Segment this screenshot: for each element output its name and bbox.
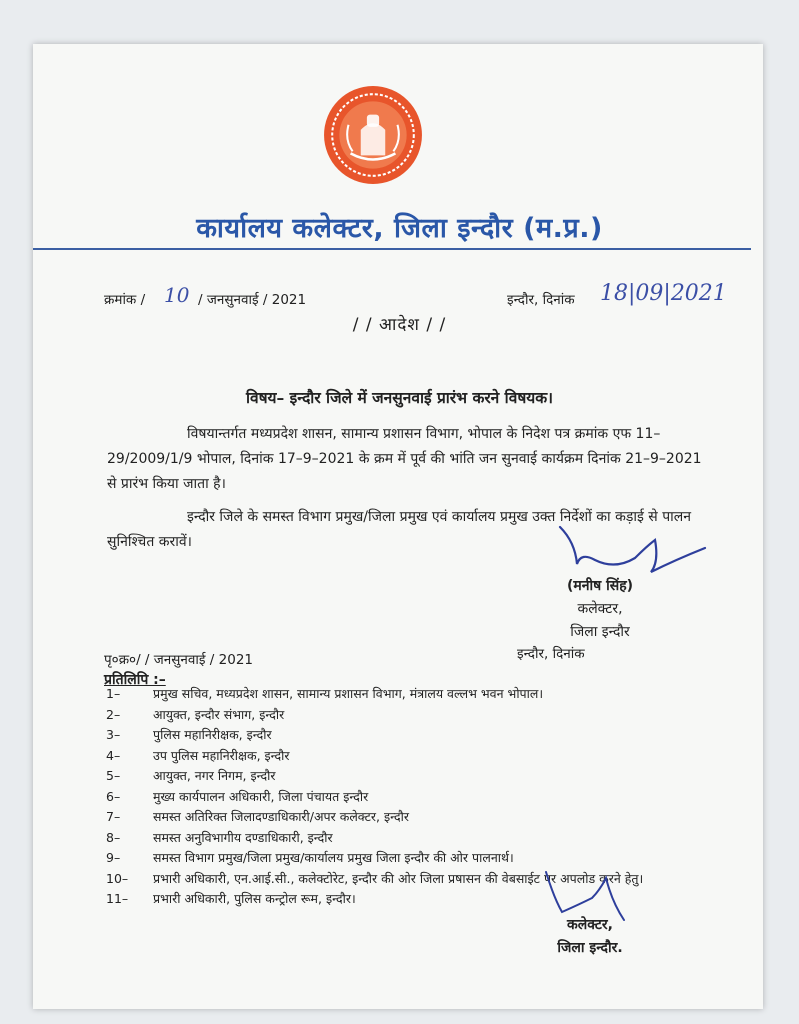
list-item: [106, 746, 716, 767]
order-heading: / / आदेश / /: [352, 315, 447, 335]
list-item: [106, 766, 716, 787]
list-item: [106, 828, 716, 849]
copy-heading: प्रतिलिपि :–: [104, 672, 166, 688]
list-item: [106, 848, 716, 869]
body-paragraph-1: विषयान्तर्गत मध्यप्रदेश शासन, सामान्य प्रशासन विभाग, भोपाल के निदेश पत्र क्रमांक एफ 11–29/2009/1/9 भोपाल, दिनांक 17–9–2021 के क्रम में पूर्व की भांति जन सुनवाई कार्यक्रम दिनांक 21–9–2021 से प्रारंभ किया जाता है।: [107, 426, 702, 492]
list-item-text: उप पुलिस महानिरीक्षक, इन्दौर: [153, 747, 290, 763]
list-item-number: 2–: [106, 706, 121, 722]
signatory-name: (मनीष सिंह): [566, 578, 634, 594]
office-title: कार्यालय कलेक्टर, जिला इन्दौर (म.प्र.): [196, 213, 603, 244]
list-item-text: प्रभारी अधिकारी, पुलिस कन्ट्रोल रूम, इन्दौर।: [153, 891, 356, 906]
list-item-text: आयुक्त, नगर निगम, इन्दौर: [153, 768, 276, 783]
list-item-text: आयुक्त, इन्दौर संभाग, इन्दौर: [153, 706, 285, 722]
list-item-text: प्रमुख सचिव, मध्यप्रदेश शासन, सामान्य प्रशासन विभाग, मंत्रालय वल्लभ भवन भोपाल।: [153, 686, 544, 701]
subject-line: विषय– इन्दौर जिले में जनसुनवाई प्रारंभ करने विषयक।: [245, 389, 554, 407]
list-item-number: 8–: [106, 829, 121, 845]
closing-designation: कलेक्टर,: [567, 917, 613, 933]
title-divider: [33, 248, 751, 250]
list-item-number: 1–: [106, 686, 121, 701]
list-item: [106, 705, 716, 726]
list-item: [106, 787, 716, 808]
list-item-text: समस्त अतिरिक्त जिलादण्डाधिकारी/अपर कलेक्टर, इन्दौर: [153, 809, 409, 824]
signatory-designation: कलेक्टर,: [577, 601, 623, 617]
body-paragraph-2: इन्दौर जिले के समस्त विभाग प्रमुख/जिला प्रमुख एवं कार्यालय प्रमुख उक्त निर्देशों का कड़ाई से पालन सुनिश्चित करावें।: [107, 509, 692, 550]
closing-district: जिला इन्दौर.: [557, 940, 623, 956]
list-item: [106, 807, 716, 828]
reference-prefix: क्रमांक /: [104, 292, 146, 308]
endorsement-date: इन्दौर, दिनांक: [517, 646, 585, 662]
list-item-number: 4–: [106, 747, 121, 763]
closing-sign-block: [530, 914, 650, 960]
list-item-text: पुलिस महानिरीक्षक, इन्दौर: [153, 727, 272, 742]
list-item-number: 11–: [106, 891, 129, 906]
handwritten-signature: [555, 522, 715, 582]
list-item-number: 7–: [106, 809, 121, 824]
reference-suffix: / जनसुनवाई / 2021: [198, 292, 307, 308]
list-item-number: 6–: [106, 788, 121, 804]
list-item-text: समस्त अनुविभागीय दण्डाधिकारी, इन्दौर: [153, 829, 333, 845]
date-handwritten: 18|09|2021: [600, 281, 727, 306]
list-item: [106, 684, 716, 705]
list-item-text: प्रभारी अधिकारी, एन.आई.सी., कलेक्टोरेट, इन्दौर की ओर जिला प्रषासन की वेबसाईट पर अपलोड करने हेतु।: [153, 870, 644, 886]
list-item-number: 10–: [106, 870, 129, 886]
list-item-text: मुख्य कार्यपालन अधिकारी, जिला पंचायत इन्दौर: [153, 788, 369, 804]
signatory-block: [520, 575, 680, 644]
reference-number: 10: [164, 283, 190, 307]
list-item: [106, 725, 716, 746]
mp-emblem-seal: [322, 84, 424, 186]
list-item-number: 5–: [106, 768, 121, 783]
signatory-district: जिला इन्दौर: [570, 624, 630, 640]
list-item-number: 3–: [106, 727, 121, 742]
list-item-number: 9–: [106, 850, 121, 865]
date-prefix: इन्दौर, दिनांक: [507, 292, 575, 308]
endorsement-reference: पृ०क्र०/ / जनसुनवाई / 2021: [104, 652, 254, 668]
list-item-text: समस्त विभाग प्रमुख/जिला प्रमुख/कार्यालय प्रमुख जिला इन्दौर की ओर पालनार्थ।: [153, 850, 514, 865]
